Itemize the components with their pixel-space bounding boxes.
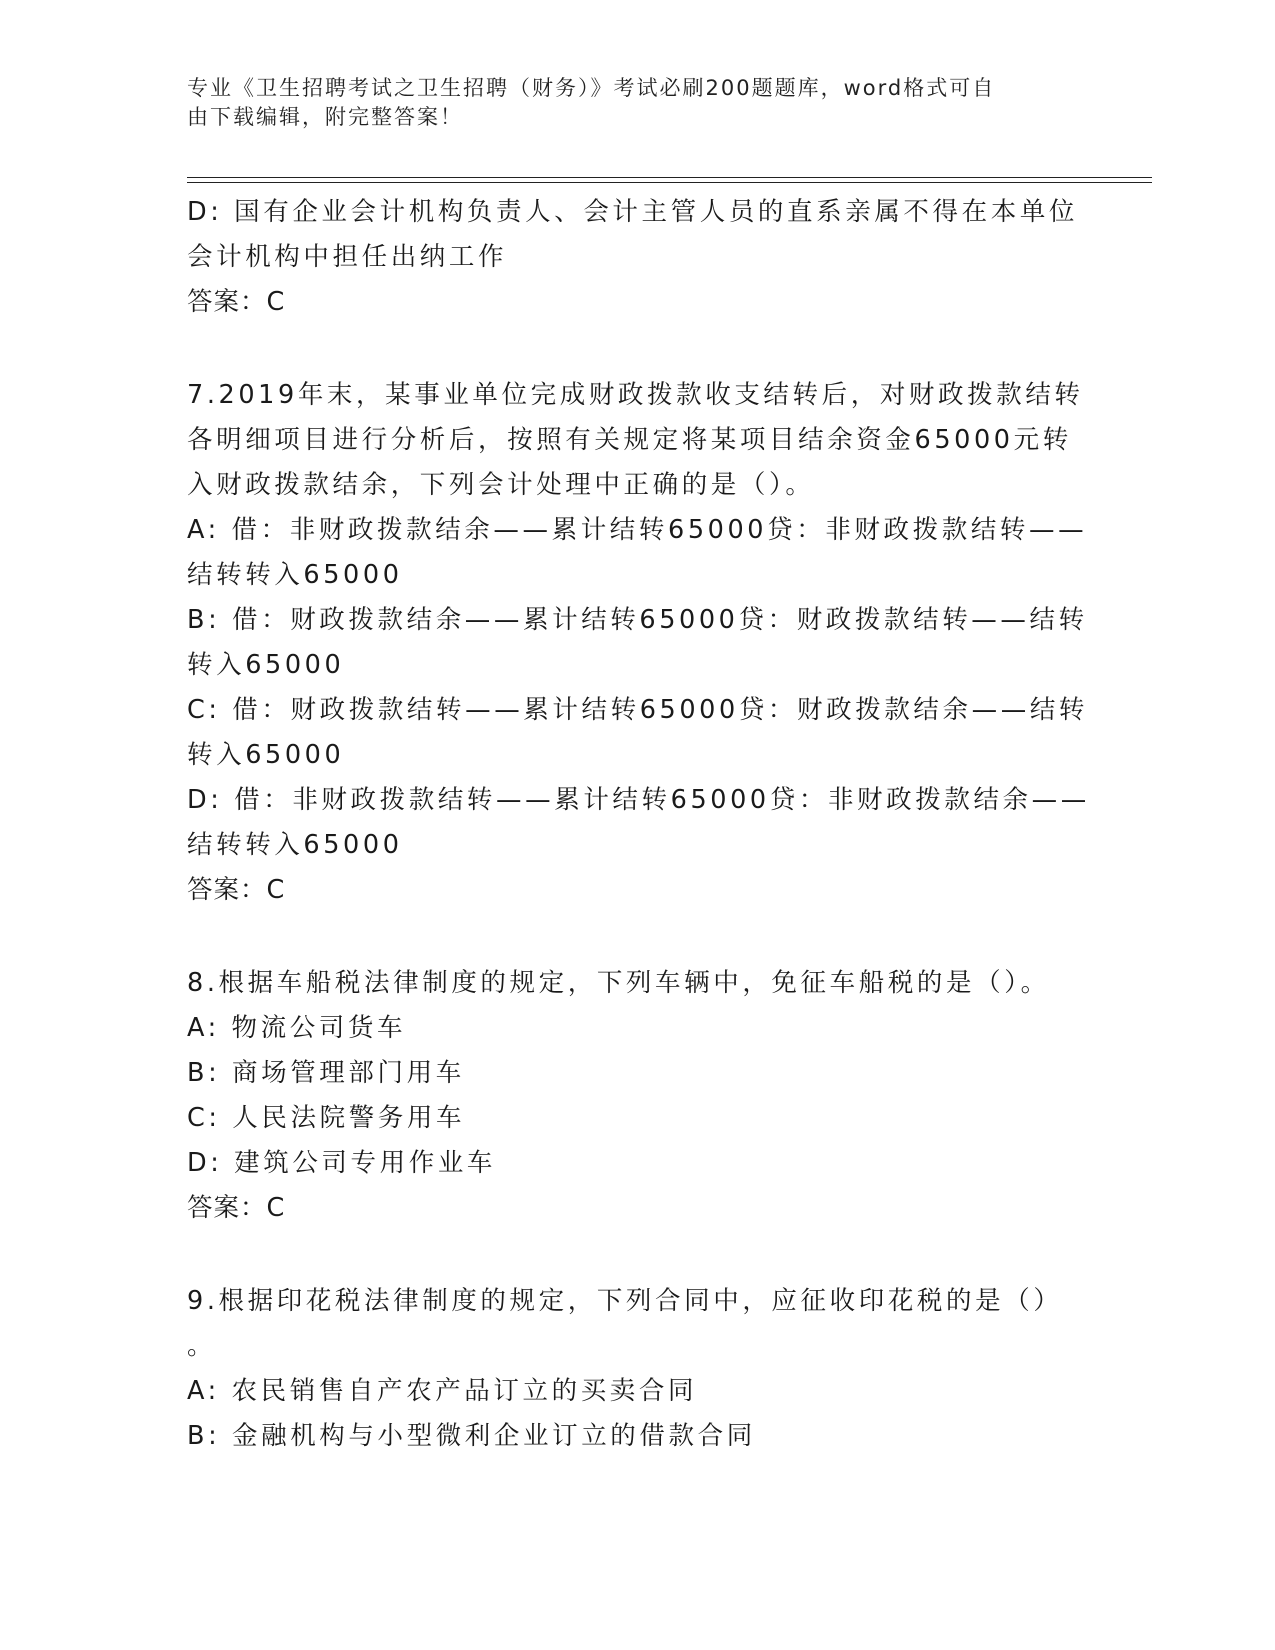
q6-option-d-line-1: D: 国有企业会计机构负责人、会计主管人员的直系亲属不得在本单位 <box>187 197 1079 227</box>
q7-option-a-line-1: A: 借：非财政拨款结余——累计结转65000贷：非财政拨款结转—— <box>187 515 1088 545</box>
question-8 <box>187 961 1087 1231</box>
q9-option-a: A: 农民销售自产农产品订立的买卖合同 <box>187 1376 698 1406</box>
q8-option-d: D: 建筑公司专用作业车 <box>187 1148 497 1178</box>
q8-option-b: B: 商场管理部门用车 <box>187 1058 465 1088</box>
spacer <box>187 325 1087 373</box>
spacer <box>187 913 1087 961</box>
spacer <box>187 1231 1087 1279</box>
q9-stem-line-2: 。 <box>187 1331 217 1361</box>
q7-option-d-line-2: 结转转入65000 <box>187 830 403 860</box>
header-line-2: 由下载编辑，附完整答案！ <box>187 105 463 129</box>
q8-option-a: A: 物流公司货车 <box>187 1013 407 1043</box>
q7-option-c-line-1: C: 借：财政拨款结转——累计结转65000贷：财政拨款结余——结转 <box>187 695 1089 725</box>
header-rule-bottom <box>187 182 1152 183</box>
q7-option-d-line-1: D: 借：非财政拨款结转——累计结转65000贷：非财政拨款结余—— <box>187 785 1090 815</box>
question-9 <box>187 1279 1087 1459</box>
q6-option-d-line-2: 会计机构中担任出纳工作 <box>187 242 508 272</box>
q7-stem-line-2: 各明细项目进行分析后，按照有关规定将某项目结余资金65000元转 <box>187 425 1072 455</box>
q8-answer: 答案：C <box>187 1193 286 1223</box>
document-body <box>187 190 1090 1459</box>
q8-option-c: C: 人民法院警务用车 <box>187 1103 466 1133</box>
q7-option-c-line-2: 转入65000 <box>187 740 345 770</box>
document-header <box>187 74 1067 132</box>
question-7 <box>187 373 1090 913</box>
header-rule-top <box>187 177 1152 178</box>
q9-option-b: B: 金融机构与小型微利企业订立的借款合同 <box>187 1421 756 1451</box>
question-6-tail <box>187 190 1087 325</box>
q9-stem-line-1: 9.根据印花税法律制度的规定，下列合同中，应征收印花税的是（） <box>187 1286 1063 1316</box>
header-line-1: 专业《卫生招聘考试之卫生招聘（财务）》考试必刷200题题库，word格式可自 <box>187 76 996 100</box>
q7-stem-line-3: 入财政拨款结余，下列会计处理中正确的是（）。 <box>187 470 815 500</box>
q8-stem: 8.根据车船税法律制度的规定，下列车辆中，免征车船税的是（）。 <box>187 968 1050 998</box>
q6-answer: 答案：C <box>187 287 286 317</box>
q7-stem-line-1: 7.2019年末，某事业单位完成财政拨款收支结转后，对财政拨款结转 <box>187 380 1084 410</box>
q7-answer: 答案：C <box>187 875 286 905</box>
q7-option-b-line-1: B: 借：财政拨款结余——累计结转65000贷：财政拨款结转——结转 <box>187 605 1088 635</box>
q7-option-a-line-2: 结转转入65000 <box>187 560 403 590</box>
q7-option-b-line-2: 转入65000 <box>187 650 345 680</box>
